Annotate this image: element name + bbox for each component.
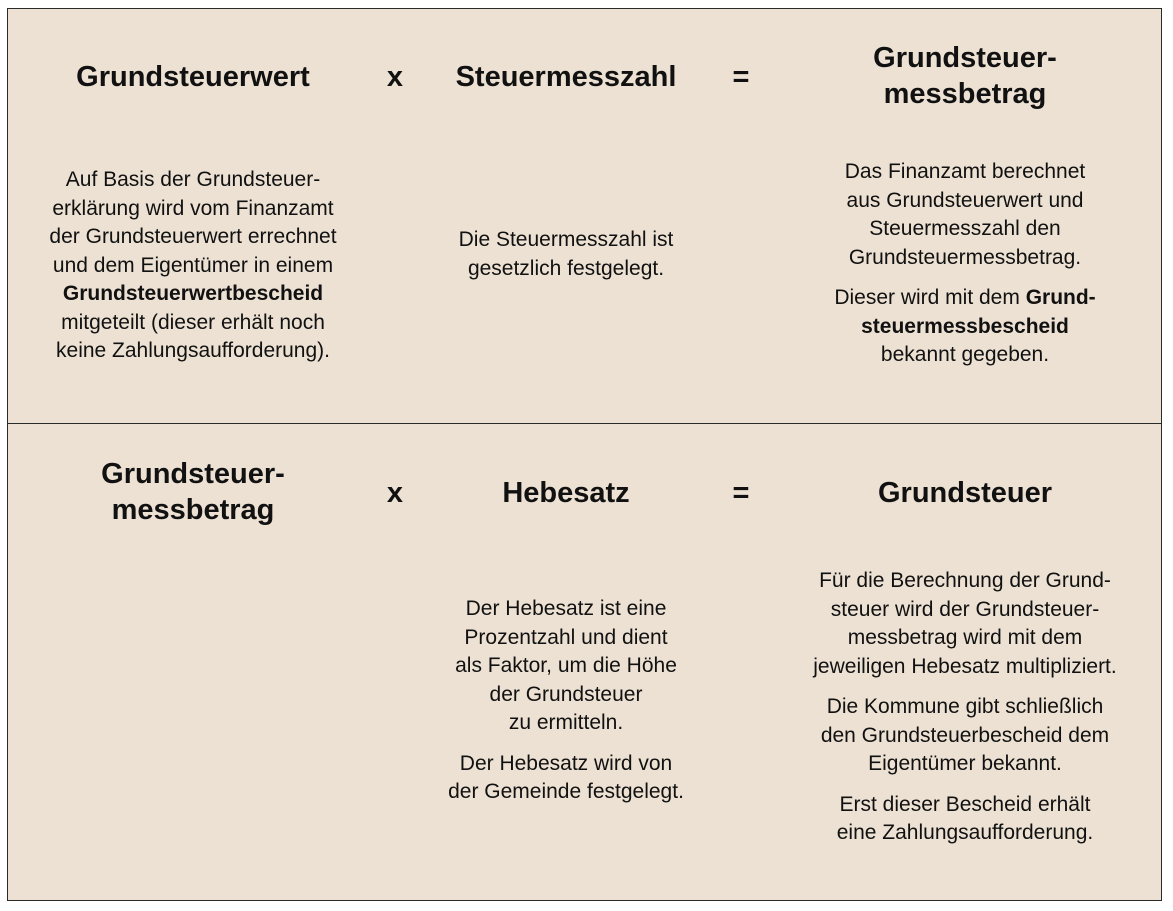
result-grundsteuermessbetrag: Grundsteuer- messbetrag	[873, 42, 1057, 110]
multiply-operator-2: x	[386, 477, 404, 509]
diagram-frame	[7, 8, 1162, 901]
description-hebesatz: Der Hebesatz ist eine Prozentzahl und dient als Faktor, um die Höhe der Grundsteuer zu ermitteln. Der Hebesatz wird von der Gemeinde festgelegt.	[448, 597, 684, 803]
description-steuermesszahl: Die Steuermesszahl ist gesetzlich festgelegt.	[458, 228, 674, 280]
term-hebesatz: Hebesatz	[502, 477, 630, 509]
term-grundsteuerwert: Grundsteuerwert	[76, 61, 310, 93]
term-grundsteuermessbetrag: Grundsteuer- messbetrag	[101, 458, 285, 526]
equals-operator: =	[732, 61, 750, 93]
result-grundsteuer: Grundsteuer	[877, 477, 1053, 509]
description-grundsteuermessbetrag: Das Finanzamt berechnet aus Grundsteuerwert und Steuermesszahl den Grundsteuermessbetrag. Dieser wird mit dem Grund- steuermessbescheid bekannt gegeben.	[834, 160, 1096, 366]
term-steuermesszahl: Steuermesszahl	[455, 61, 677, 93]
description-grundsteuer: Für die Berechnung der Grund- steuer wird der Grundsteuer- messbetrag wird mit dem jeweiligen Hebesatz multipliziert. Die Kommune gibt schließlich den Grundsteuerbescheid dem Eigentümer bekannt. Erst dieser Bescheid erhält eine Zahlungsaufforderung.	[813, 569, 1117, 844]
equals-operator-2: =	[732, 477, 750, 509]
row-divider	[8, 423, 1161, 424]
description-grundsteuerwert: Auf Basis der Grundsteuer- erklärung wird vom Finanzamt der Grundsteuerwert errechnet und dem Eigentümer in einem Grundsteuerwertbescheid mitgeteilt (dieser erhält noch keine Zahlungsaufforderung).	[49, 168, 337, 362]
multiply-operator: x	[386, 61, 404, 93]
